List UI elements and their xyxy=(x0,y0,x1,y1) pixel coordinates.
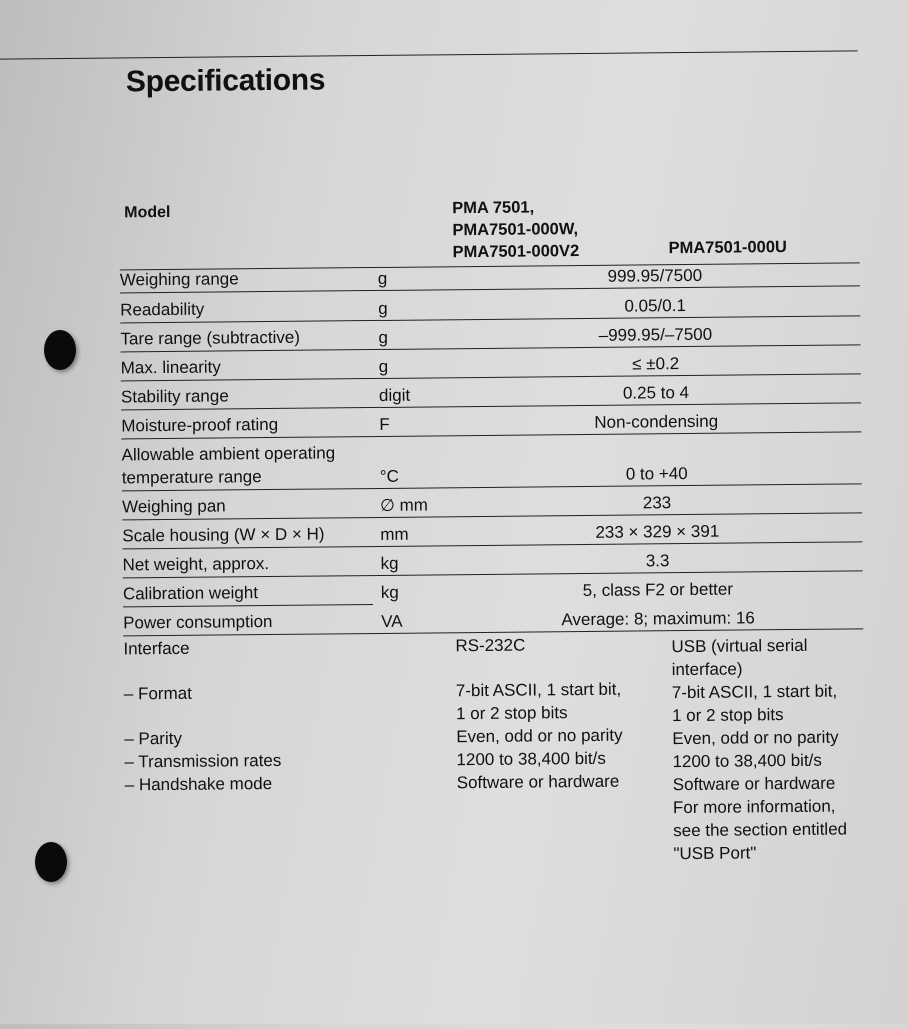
usb-note: see the section entitled xyxy=(673,819,848,841)
interface-value: USB (virtual serial xyxy=(671,635,808,657)
spec-label: Tare range (subtractive) xyxy=(120,327,301,349)
format-value: 1 or 2 stop bits xyxy=(455,703,568,724)
spec-label: Stability range xyxy=(120,386,229,407)
spec-label: Power consumption xyxy=(123,611,273,633)
spec-value: Average: 8; maximum: 16 xyxy=(561,608,755,630)
format-label: – Format xyxy=(123,683,192,704)
spec-unit: g xyxy=(378,356,389,376)
spec-unit: F xyxy=(379,414,390,434)
spec-label: Max. linearity xyxy=(120,357,221,378)
transmission-rates-label: – Transmission rates xyxy=(124,750,282,772)
handshake-mode-value: Software or hardware xyxy=(672,773,836,795)
usb-note: "USB Port" xyxy=(673,843,757,864)
spec-unit: VA xyxy=(381,611,403,631)
spec-unit: mm xyxy=(380,524,409,544)
spec-label: Weighing pan xyxy=(121,496,226,517)
interface-column-a xyxy=(455,633,623,795)
format-value: 1 or 2 stop bits xyxy=(671,705,784,726)
model-a-line: PMA7501-000V2 xyxy=(452,242,580,262)
spec-value: 999.95/7500 xyxy=(607,265,703,286)
spec-unit: kg xyxy=(380,582,399,602)
model-a-line: PMA 7501, xyxy=(452,198,535,218)
interface-labels xyxy=(123,636,281,796)
spec-unit: g xyxy=(378,298,388,318)
spec-value: ≤ ±0.2 xyxy=(632,354,680,374)
spec-row-power-consumption xyxy=(123,600,863,636)
parity-value: Even, odd or no parity xyxy=(672,727,839,749)
spec-unit: g xyxy=(378,327,388,347)
format-value: 7-bit ASCII, 1 start bit, xyxy=(455,679,622,701)
spec-value: 0.05/0.1 xyxy=(624,296,686,316)
spec-value: 5, class F2 or better xyxy=(582,579,734,601)
punch-hole-bottom xyxy=(35,842,67,882)
spec-label: Readability xyxy=(120,299,205,320)
spec-value: 3.3 xyxy=(645,551,670,571)
model-a-line: PMA7501-000W, xyxy=(452,220,579,240)
spec-label: Moisture-proof rating xyxy=(121,414,279,436)
spec-value: 233 xyxy=(642,493,672,513)
page-title: Specifications xyxy=(125,63,326,99)
spec-label xyxy=(121,441,371,489)
punch-hole-top xyxy=(44,330,76,370)
top-rule xyxy=(0,50,858,59)
spec-value: –999.95/–7500 xyxy=(598,324,713,345)
spec-unit: digit xyxy=(378,385,411,405)
spec-value: 0 to +40 xyxy=(625,464,688,484)
transmission-rates-value: 1200 to 38,400 bit/s xyxy=(456,748,606,770)
parity-value: Even, odd or no parity xyxy=(456,725,623,747)
handshake-mode-label: – Handshake mode xyxy=(124,774,273,795)
spec-label: Scale housing (W × D × H) xyxy=(122,524,325,546)
interface-column-b xyxy=(671,634,847,866)
format-value: 7-bit ASCII, 1 start bit, xyxy=(671,681,838,703)
spec-unit: ∅ mm xyxy=(379,495,428,515)
spec-label: Weighing range xyxy=(119,269,239,290)
spec-unit: g xyxy=(377,268,388,288)
model-column-a xyxy=(452,196,579,263)
spec-label-line: Allowable ambient operating xyxy=(121,443,336,465)
spec-value: 0.25 to 4 xyxy=(622,382,690,403)
spec-value: Non-condensing xyxy=(594,411,719,432)
interface-label: Interface xyxy=(123,638,190,659)
interface-value: RS-232C xyxy=(455,635,526,656)
usb-note: For more information, xyxy=(672,796,836,818)
spec-label-line: temperature range xyxy=(121,467,262,488)
spec-label: Calibration weight xyxy=(122,583,259,604)
spec-row-ambient-temperature xyxy=(121,432,861,491)
spec-unit: kg xyxy=(380,553,399,573)
spec-unit: °C xyxy=(379,466,399,486)
interface-value: interface) xyxy=(671,659,743,680)
parity-label: – Parity xyxy=(124,728,183,749)
model-column-b: PMA7501-000U xyxy=(668,238,787,258)
transmission-rates-value: 1200 to 38,400 bit/s xyxy=(672,750,822,772)
handshake-mode-value: Software or hardware xyxy=(456,771,620,793)
model-label: Model xyxy=(124,203,171,222)
spec-label: Net weight, approx. xyxy=(122,554,270,575)
spec-value: 233 × 329 × 391 xyxy=(595,521,720,542)
